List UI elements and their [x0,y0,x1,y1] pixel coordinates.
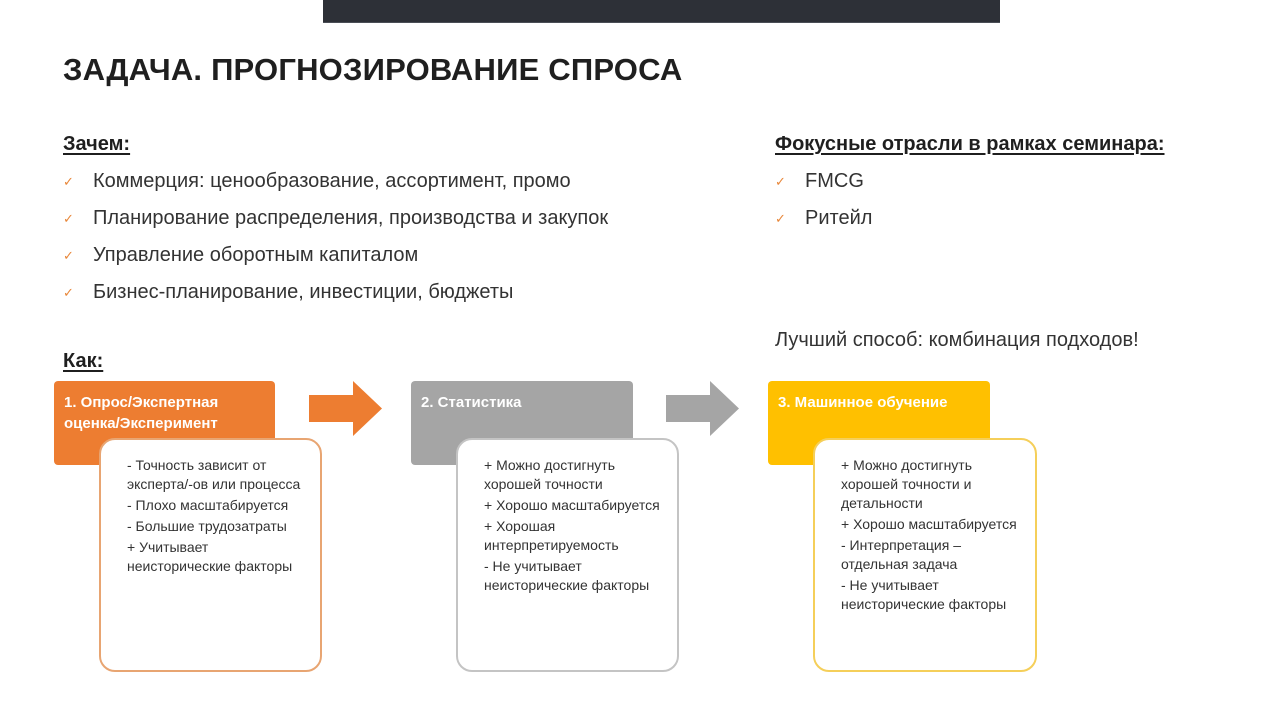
check-icon: ✓ [63,285,74,300]
list-item: - Точность зависит от эксперта/-ов или процесса [127,457,301,492]
check-icon: ✓ [775,211,786,226]
check-icon: ✓ [775,174,786,189]
list-item: + Хорошо масштабируется [841,516,1017,532]
list-item [63,278,608,315]
arrow-right-icon [666,381,739,436]
step-1-points [127,456,306,576]
step-3-box [813,438,1037,672]
list-item: - Интерпретация – отдельная задача [841,537,961,572]
focus-heading: Фокусные отрасли в рамках семинара: [775,133,1165,155]
list-item: + Хорошо масштабируется [484,497,660,513]
best-approach-text: Лучший способ: комбинация подходов! [775,329,1139,351]
page-title: ЗАДАЧА. ПРОГНОЗИРОВАНИЕ СПРОСА [63,52,683,87]
why-item-text: Планирование распределения, производства и закупок [93,207,609,229]
why-heading: Зачем: [63,133,131,155]
step-3-points [841,456,1021,614]
focus-item-text: Ритейл [805,207,873,229]
how-heading: Как: [63,350,104,372]
top-bar [323,0,1000,23]
why-item-text: Бизнес-планирование, инвестиции, бюджеты [93,281,514,303]
list-item [63,204,608,241]
why-item-text: Управление оборотным капиталом [93,244,419,266]
list-item [63,167,608,204]
arrow-right-icon [309,381,382,436]
list-item: - Не учитывает неисторические факторы [484,558,650,593]
focus-list [775,167,872,241]
check-icon: ✓ [63,248,74,263]
check-icon: ✓ [63,174,74,189]
list-item [63,241,608,278]
focus-item-text: FMCG [805,170,864,192]
why-list [63,167,608,315]
step-2-header: 2. Статистика [411,381,633,465]
list-item [775,204,872,241]
step-3-header: 3. Машинное обучение [768,381,990,465]
list-item: + Хорошая интерпретируемость [484,518,619,553]
step-2-box [456,438,679,672]
list-item: - Плохо масштабируется [127,497,289,513]
why-item-text: Коммерция: ценообразование, ассортимент, промо [93,170,571,192]
list-item [775,167,872,204]
list-item: + Можно достигнуть хорошей точности [484,457,616,492]
step-2-points [484,456,663,595]
check-icon: ✓ [63,211,74,226]
list-item: - Большие трудозатраты [127,518,287,534]
step-1-header: 1. Опрос/Экспертная оценка/Эксперимент [54,381,275,465]
list-item: + Учитывает неисторические факторы [127,539,293,574]
step-1-box [99,438,322,672]
list-item: - Не учитывает неисторические факторы [841,577,1007,612]
list-item: + Можно достигнуть хорошей точности и детальности [841,457,973,511]
